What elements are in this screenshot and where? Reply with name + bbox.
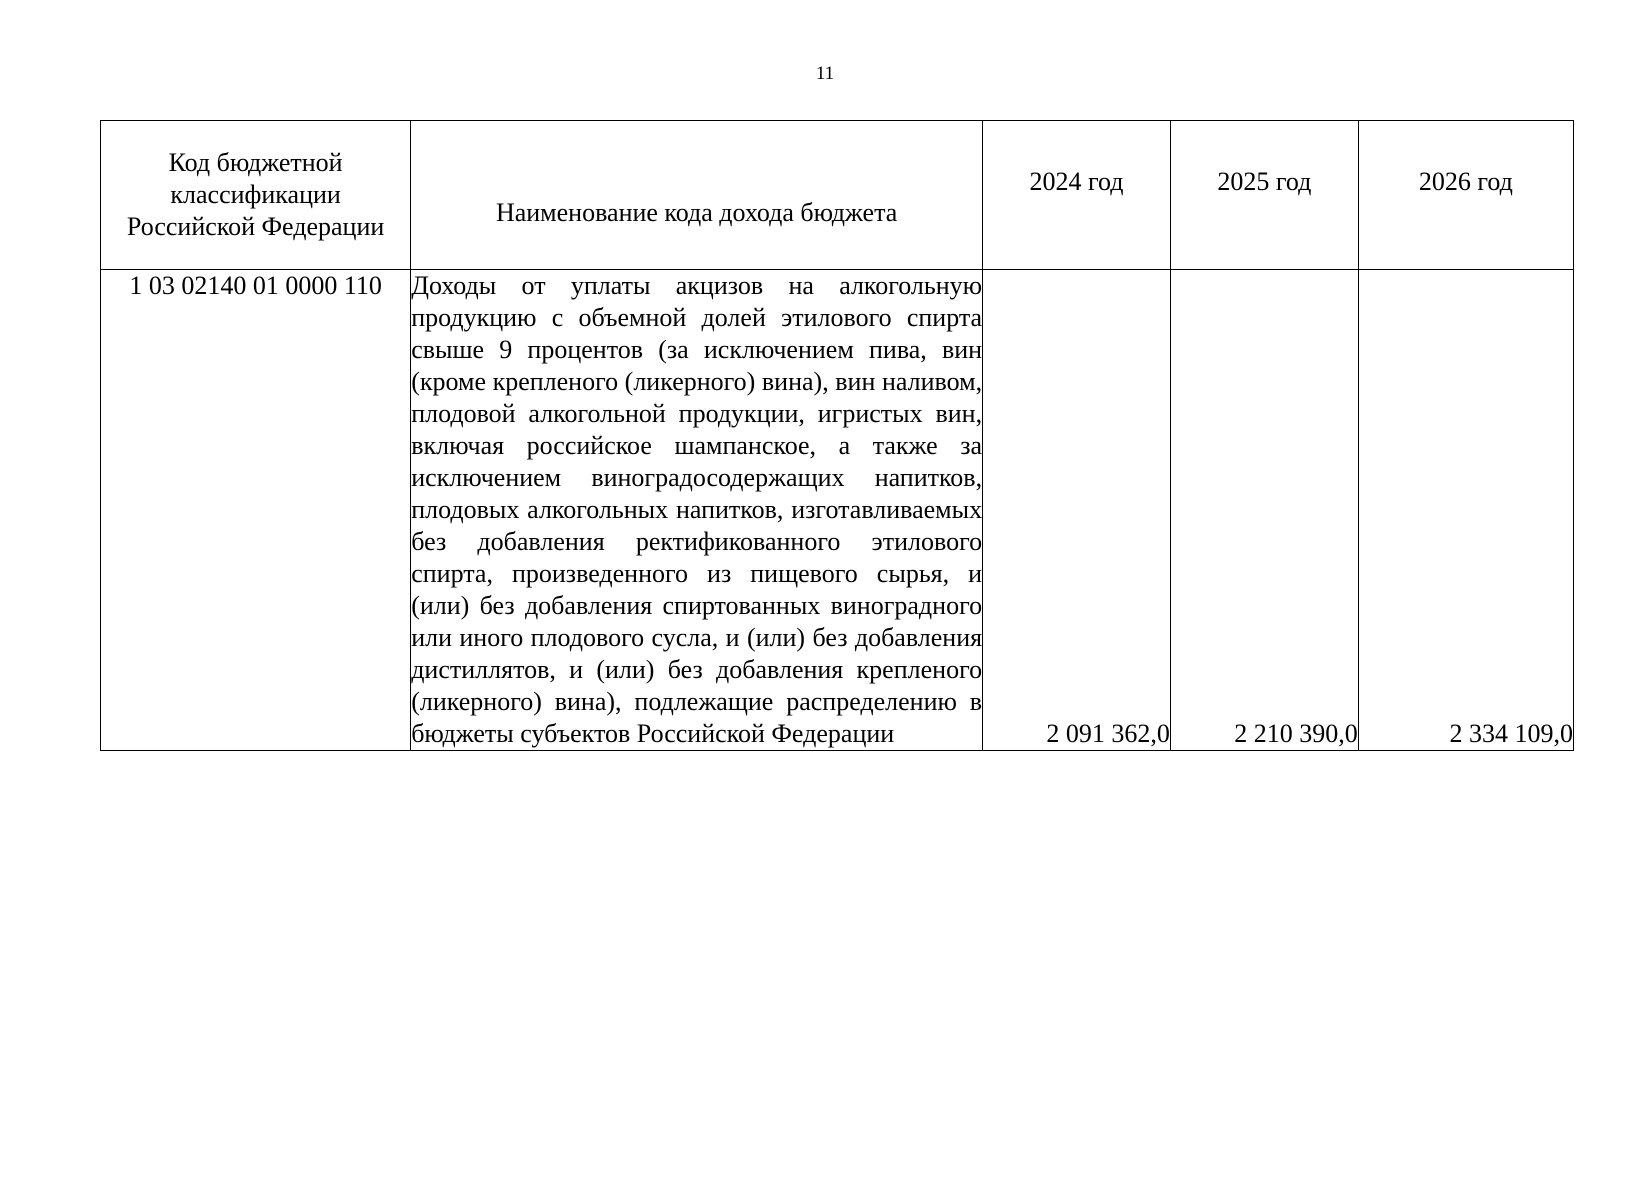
header-name: Наименование кода дохода бюджета	[411, 121, 983, 270]
budget-revenue-table	[100, 120, 1574, 751]
table-row	[101, 270, 1574, 751]
header-year-2025: 2025 год	[1170, 121, 1358, 270]
cell-amount-2024: 2 091 362,0	[983, 270, 1171, 751]
cell-amount-2026: 2 334 109,0	[1358, 270, 1573, 751]
cell-revenue-name: Доходы от уплаты акцизов на алкогольную продукцию с объемной долей этилового спирта свыше 9 процентов (за исключением пива, вин (кроме крепленого (ликерного) вина), вин наливом, плодовой алкогольной продукции, игристых вин, включая российское шампанское, а также за исключением виноградосодержащих напитков, плодовых алкогольных напитков, изготавливаемых без добавления ректификованного этилового спирта, произведенного из пищевого сырья, и (или) без добавления спиртованных виноградного или иного плодового сусла, и (или) без добавления дистиллятов, и (или) без добавления крепленого (ликерного) вина), подлежащие распределению в бюджеты субъектов Российской Федерации	[411, 270, 983, 751]
header-year-2024: 2024 год	[983, 121, 1171, 270]
table-header-row	[101, 121, 1574, 270]
cell-amount-2025: 2 210 390,0	[1170, 270, 1358, 751]
cell-budget-code: 1 03 02140 01 0000 110	[101, 270, 411, 751]
header-year-2026: 2026 год	[1358, 121, 1573, 270]
header-code: Код бюджетной классификации Российской Федерации	[101, 121, 411, 270]
page-number: 11	[815, 63, 835, 84]
